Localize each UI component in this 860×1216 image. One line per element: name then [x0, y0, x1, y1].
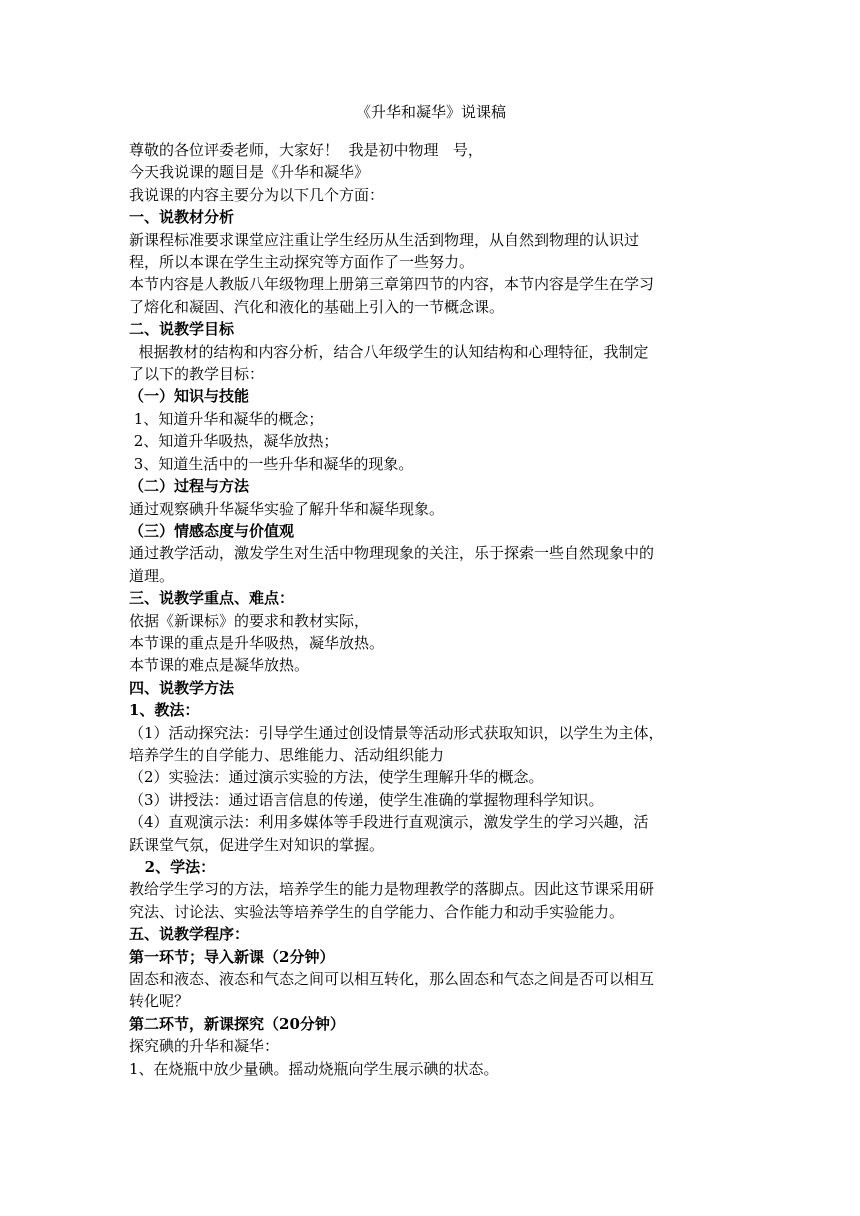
- section-heading: 第一环节；导入新课（2分钟）: [129, 947, 335, 966]
- section-heading: 三、说教学重点、难点：: [129, 589, 295, 608]
- section-heading: （二）过程与方法: [129, 477, 250, 496]
- paragraph-line: 程，所以本课在学生主动探究等方面作了一些努力。: [129, 253, 475, 272]
- document-page: [129, 101, 733, 1080]
- section-heading: 第二环节，新课探究（20分钟）: [129, 1014, 345, 1033]
- section-heading: 五、说教学程序：: [129, 925, 250, 944]
- paragraph-line: 了以下的教学目标：: [129, 365, 265, 384]
- paragraph-line: 2、知道升华吸热，凝华放热；: [129, 432, 339, 451]
- section-heading: 四、说教学方法: [129, 678, 235, 697]
- document-title: 《升华和凝华》说课稿: [355, 103, 506, 121]
- paragraph-line: 探究碘的升华和凝华：: [129, 1037, 280, 1056]
- section-heading: 1、教法：: [129, 701, 200, 720]
- paragraph-line: （3）讲授法：通过语言信息的传递，使学生准确的掌握物理科学知识。: [129, 790, 604, 809]
- paragraph-line: 本节课的重点是升华吸热，凝华放热。: [129, 633, 385, 652]
- paragraph-line: （4）直观演示法：利用多媒体等手段进行直观演示，激发学生的学习兴趣，活: [129, 813, 649, 832]
- paragraph-line: 通过观察碘升华凝华实验了解升华和凝华现象。: [129, 499, 445, 518]
- paragraph-line: 跃课堂气氛，促进学生对知识的掌握。: [129, 835, 385, 854]
- paragraph-line: 道理。: [129, 566, 175, 585]
- paragraph-line: 3、知道生活中的一些升华和凝华的现象。: [129, 454, 414, 473]
- paragraph-line: 培养学生的自学能力、思维能力、活动组织能力: [129, 745, 445, 764]
- paragraph-line: 尊敬的各位评委老师，大家好！ 我是初中物理 号，: [129, 141, 483, 159]
- section-heading: 二、说教学目标: [129, 320, 235, 339]
- paragraph-line: （2）实验法：通过演示实验的方法，使学生理解升华的概念。: [129, 768, 544, 787]
- paragraph-line: 1、在烧瓶中放少量碘。摇动烧瓶向学生展示碘的状态。: [129, 1059, 499, 1078]
- paragraph-line: 了熔化和凝固、汽化和液化的基础上引入的一节概念课。: [129, 297, 505, 316]
- paragraph-line: 通过教学活动，激发学生对生活中物理现象的关注，乐于探索一些自然现象中的: [129, 544, 655, 563]
- paragraph-line: 究法、讨论法、实验法等培养学生的自学能力、合作能力和动手实验能力。: [129, 902, 625, 921]
- section-heading: （一）知识与技能: [129, 387, 250, 406]
- paragraph-line: 教给学生学习的方法，培养学生的能力是物理教学的落脚点。因此这节课采用研: [129, 880, 655, 899]
- paragraph-line: 本节内容是人教版八年级物理上册第三章第四节的内容，本节内容是学生在学习: [129, 275, 655, 294]
- section-heading: 一、说教材分析: [129, 208, 235, 227]
- paragraph-line: 我说课的内容主要分为以下几个方面：: [129, 185, 385, 204]
- section-heading: （三）情感态度与价值观: [129, 521, 295, 540]
- paragraph-line: （1）活动探究法：引导学生通过创设情景等活动形式获取知识，以学生为主体，: [129, 723, 664, 742]
- paragraph-line: 依据《新课标》的要求和教材实际，: [129, 611, 370, 630]
- paragraph-line: 1、知道升华和凝华的概念；: [129, 409, 324, 428]
- section-heading: 2、学法：: [129, 858, 216, 876]
- paragraph-line: 新课程标准要求课堂应注重让学生经历从生活到物理，从自然到物理的认识过: [129, 230, 640, 249]
- paragraph-line: 今天我说课的题目是《升华和凝华》: [129, 163, 370, 182]
- paragraph-line: 固态和液态、液态和气态之间可以相互转化，那么固态和气态之间是否可以相互: [129, 970, 655, 989]
- paragraph-line: 本节课的难点是凝华放热。: [129, 656, 310, 675]
- paragraph-line: 转化呢？: [129, 992, 190, 1011]
- paragraph-line: 根据教材的结构和内容分析，结合八年级学生的认知结构和心理特征，我制定: [129, 342, 649, 361]
- document-body: [129, 139, 733, 1080]
